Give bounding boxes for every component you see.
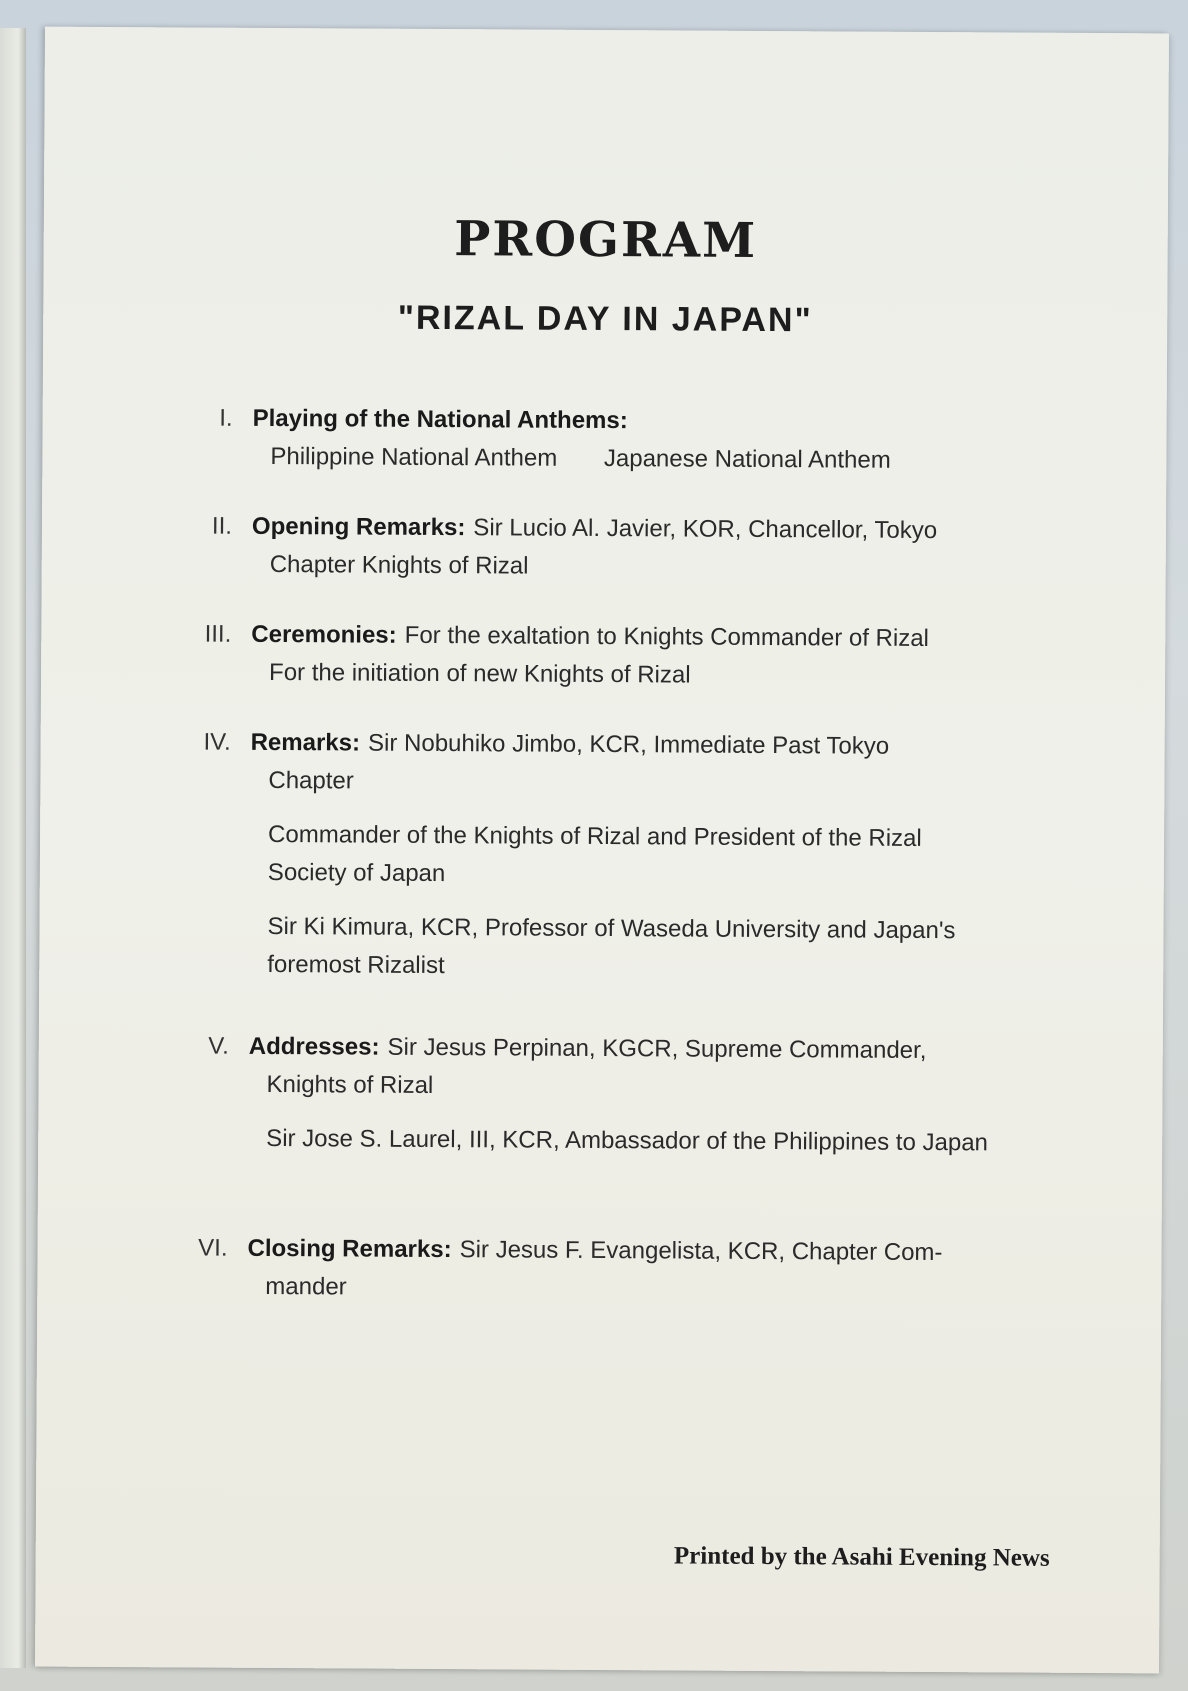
program-page	[35, 27, 1169, 1674]
page-subtitle: "RIZAL DAY IN JAPAN"	[397, 298, 813, 340]
item-label: Remarks:	[250, 728, 361, 757]
program-item-5	[168, 1027, 999, 1162]
previous-page-edge	[0, 28, 26, 1668]
anthem-philippine: Philippine National Anthem	[270, 442, 558, 472]
printer-credit: Printed by the Asahi Evening News	[673, 1542, 1050, 1572]
item-number: II.	[211, 512, 233, 540]
item-number: III.	[204, 620, 232, 648]
item-text: Sir Lucio Al. Javier, KOR, Chancellor, Tokyo	[473, 514, 938, 545]
anthems-line	[252, 438, 1002, 481]
item-text: Sir Jesus Perpinan, KGCR, Supreme Commander,	[387, 1033, 927, 1064]
item-continuation: Knights of Rizal	[266, 1070, 434, 1099]
item-paragraph: Sir Jose S. Laurel, III, KCR, Ambassador of the Philippines to Japan	[266, 1124, 989, 1157]
item-label: Addresses:	[248, 1032, 380, 1061]
item-continuation: Chapter Knights of Rizal	[269, 550, 529, 580]
item-text: For the exaltation to Knights Commander of Rizal	[404, 621, 930, 652]
item-continuation: For the initiation of new Knights of Rizal	[268, 658, 691, 689]
item-continuation: Chapter	[268, 766, 354, 795]
item-number: V.	[208, 1032, 229, 1060]
item-number: IV.	[203, 728, 231, 756]
anthem-japanese: Japanese National Anthem	[603, 445, 891, 474]
item-number: VI.	[198, 1234, 228, 1262]
program-item-1	[172, 399, 1002, 480]
item-paragraph: Commander of the Knights of Rizal and President of the Rizal Society of Japan	[267, 820, 922, 888]
item-label: Closing Remarks:	[247, 1234, 452, 1264]
item-continuation: mander	[265, 1272, 347, 1301]
item-paragraph: Sir Ki Kimura, KCR, Professor of Waseda University and Japan's foremost Rizalist	[267, 912, 956, 980]
program-item-6	[167, 1229, 997, 1310]
program-item-2	[172, 507, 1002, 588]
program-item-4	[169, 723, 1001, 988]
page-title: PROGRAM	[454, 211, 758, 269]
item-label: Opening Remarks:	[251, 512, 466, 542]
item-label: Ceremonies:	[251, 620, 397, 649]
program-item-3	[171, 615, 1001, 696]
item-label: Playing of the National Anthems:	[252, 404, 628, 435]
item-text: Sir Jesus F. Evangelista, KCR, Chapter Com-	[459, 1236, 943, 1267]
item-number: I.	[219, 404, 233, 432]
item-text: Sir Nobuhiko Jimbo, KCR, Immediate Past Tokyo	[367, 729, 890, 760]
